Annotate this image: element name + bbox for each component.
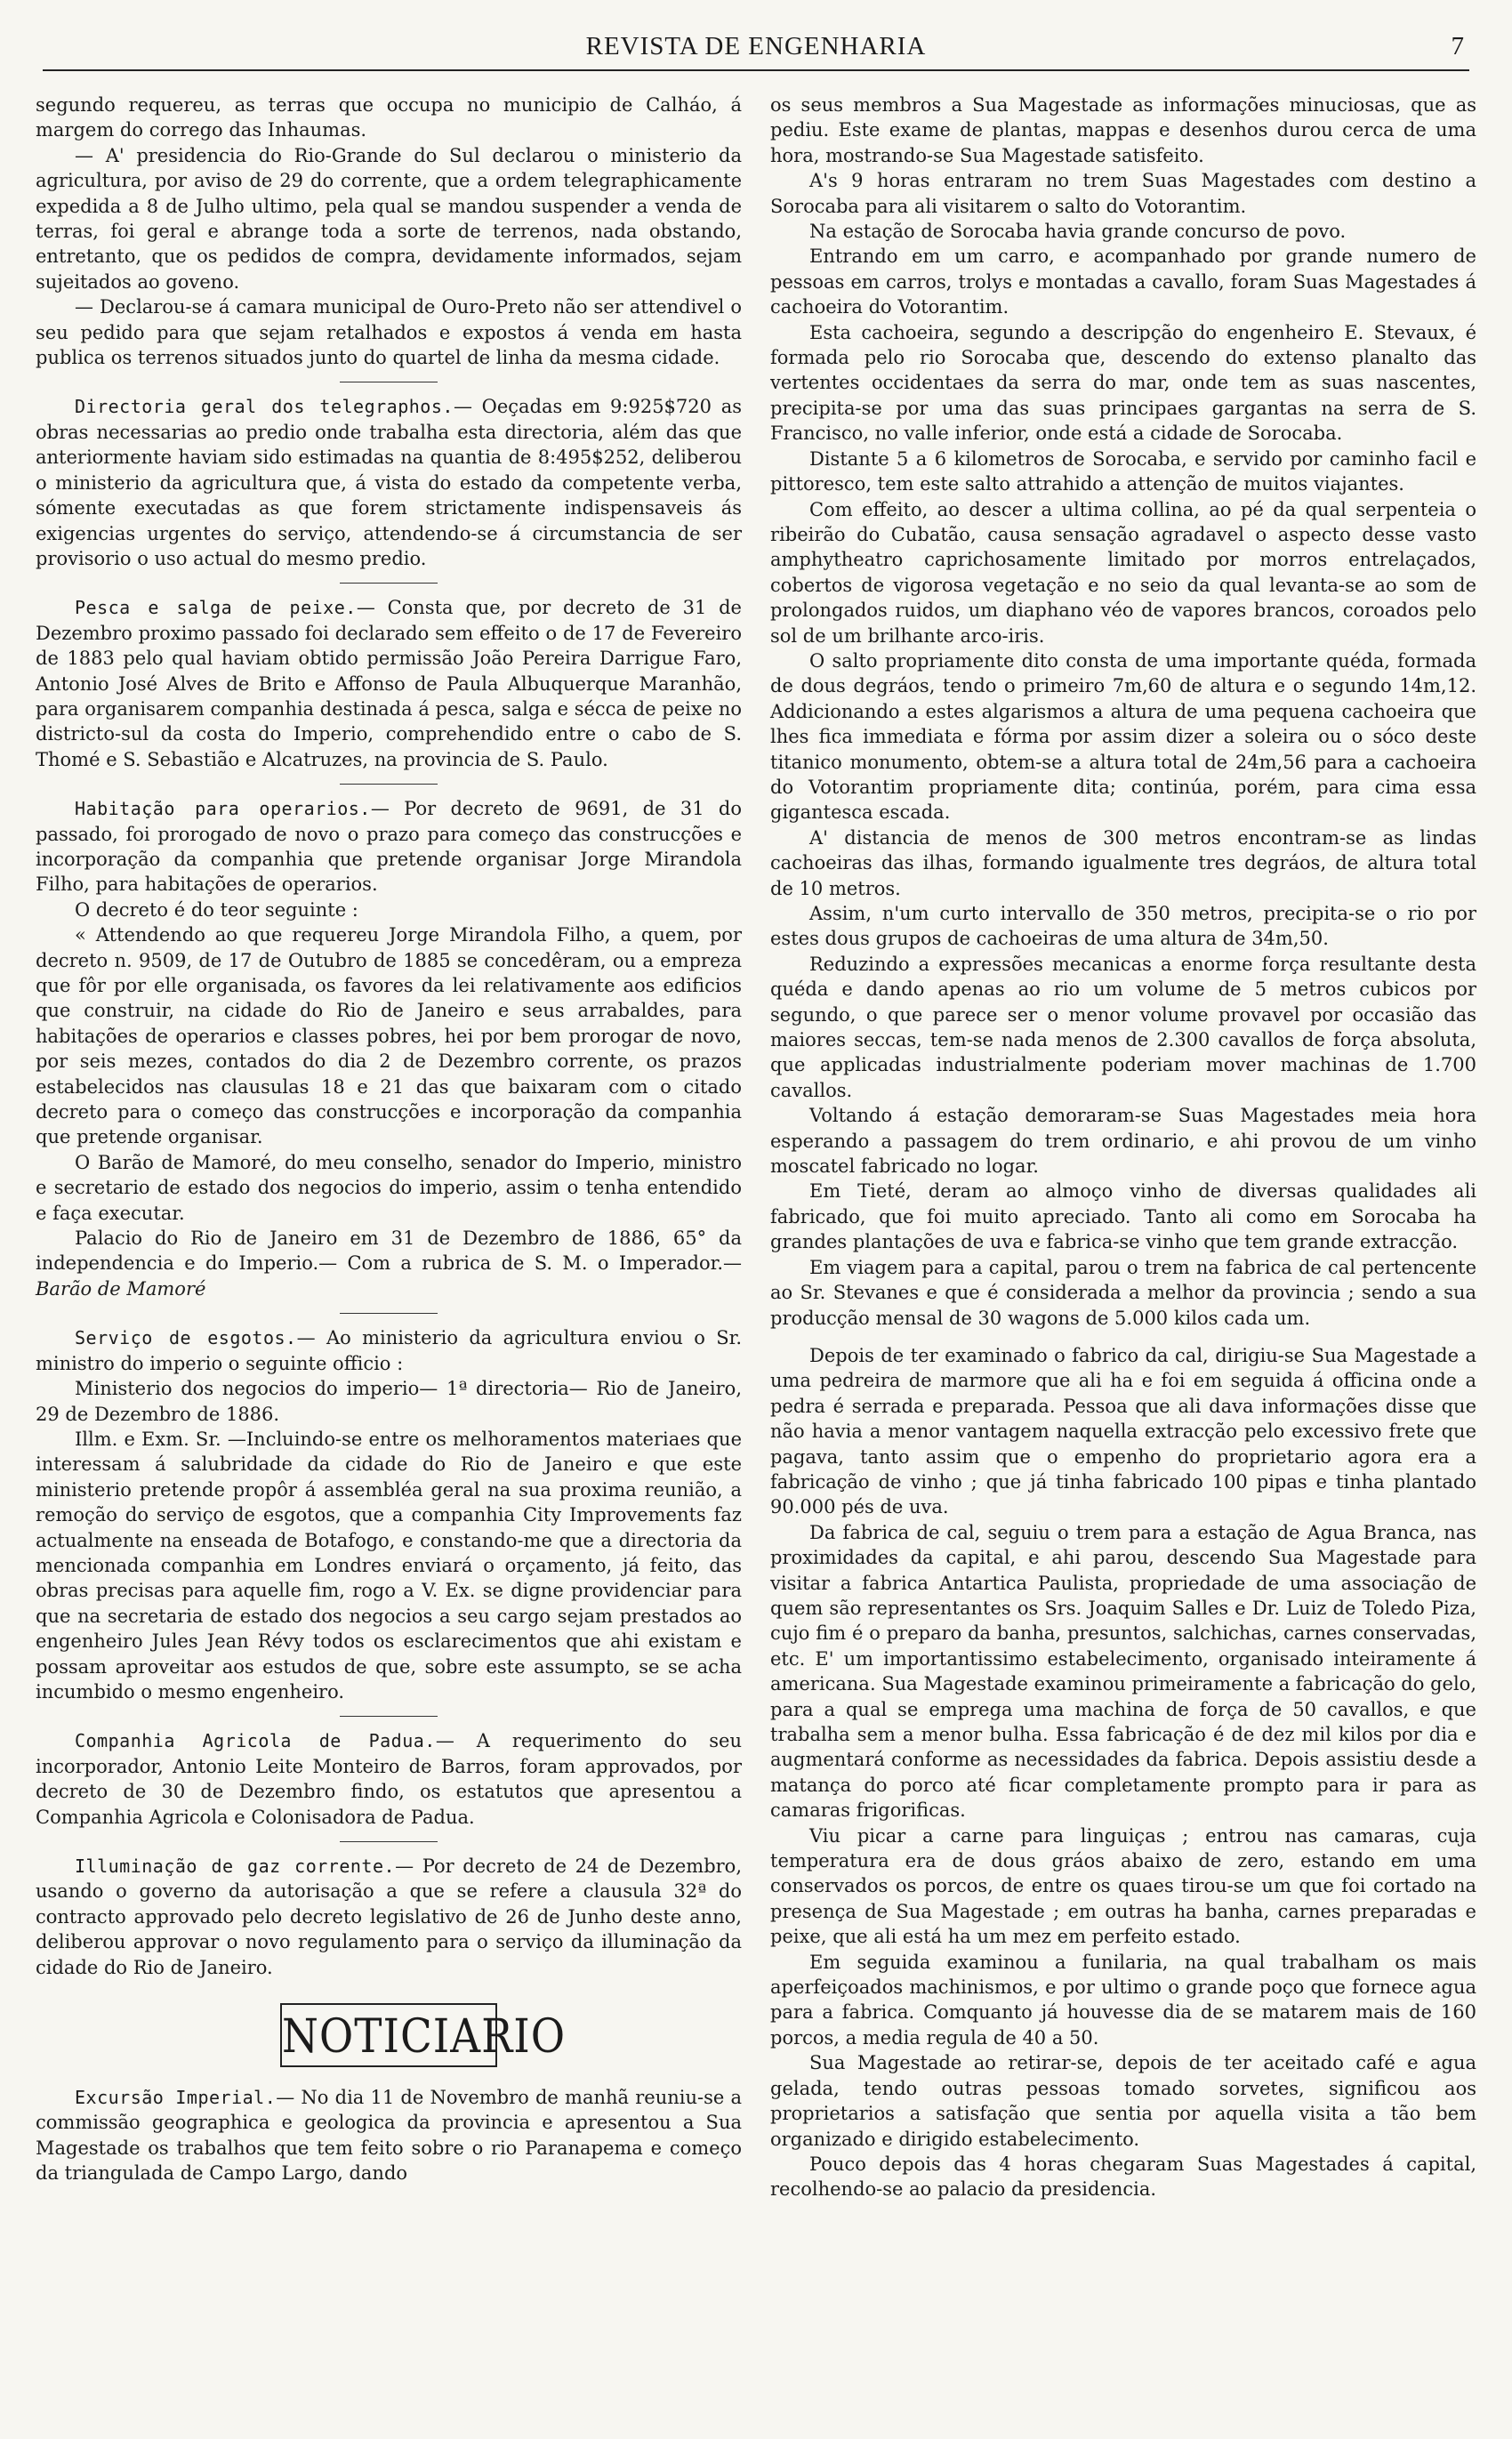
paragraph: [36, 1226, 742, 1301]
paragraph: Com effeito, ao descer a ultima collina, ao pé da qual serpenteia o ribeirão do Cubatão, causa sensação agradavel o aspecto desse vasto amphytheatro caprichosamente limitado por morros entrelaçados, cobertos de vigorosa vegetação e no seio da qual levanta-se ao som de prolongados ruidos, um diaphano véo de vapores brancos, coroados pelo sol de um brilhante arco-iris.: [770, 498, 1476, 647]
section-heading: Excursão Imperial.: [75, 2087, 277, 2109]
section-heading: Habitação para operarios.: [75, 798, 371, 820]
article-esgotos: [36, 1325, 742, 1376]
section-heading: Serviço de esgotos.: [75, 1327, 297, 1349]
paragraph: A' distancia de menos de 300 metros encontram-se as lindas cachoeiras das ilhas, formando igualmente tres degráos, de altura total de 10 metros.: [770, 826, 1476, 899]
article-pesca: [36, 595, 742, 772]
separator: [340, 1841, 438, 1842]
paragraph: Viu picar a carne para linguiças ; entrou nas camaras, cuja temperatura era de dous gráos abaixo de zero, estando em uma conservados os porcos, de entre os quaes tirou-se um que foi cortado na presença de Sua Magestade ; em outras ha banha, carnes preparadas e peixe, que ali está ha um mez em perfeito estado.: [770, 1824, 1476, 1948]
article-text: — Por decreto de 24 de Dezembro, usando o governo da autorisação a que se refere a clausula 32ª do contracto approvado pelo decreto legislativo de 26 de Junho deste anno, deliberou approvar o novo regulamento para o serviço da illuminação da cidade do Rio de Janeiro.: [36, 1855, 742, 1978]
paragraph: Illm. e Exm. Sr. —Incluindo-se entre os melhoramentos materiaes que interessam á salubridade da cidade do Rio de Janeiro e que este ministerio pretende propôr á assembléa geral na sua proxima reunião, a remoção do serviço de esgotos, que a companhia City Improvements faz actualmente na enseada de Botafogo, e constando-me que a directoria da mencionada companhia em Londres enviará o orçamento, já feito, das obras precisas para aquelle fim, rogo a V. Ex. se digne providenciar para que na secretaria de estado dos negocios a seu cargo sejam prestados ao engenheiro Jules Jean Révy todos os esclarecimentos que ahi existam e possam aproveitar aos estudos de que, sobre este assumpto, se se acha incumbido o mesmo engenheiro.: [36, 1428, 742, 1702]
paragraph: Voltando á estação demoraram-se Suas Magestades meia hora esperando a passagem do trem ordinario, e ahi provou de um vinho moscatel fabricado no logar.: [770, 1105, 1476, 1178]
paragraph: Depois de ter examinado o fabrico da cal, dirigiu-se Sua Magestade a uma pedreira de marmore que ali ha e foi em seguida á officina onde a pedra é serrada e preparada. Pessoa que ali dava informações disse que não havia a menor vantagem naquella extracção pelo excessivo frete que pagava, tanto assim que o empenho do proprietario agora era a fabricação de vinho ; que já tinha fabricado 100 pipas e tinha plantado 90.000 pés de uva.: [770, 1344, 1476, 1518]
page-header: [43, 32, 1469, 62]
noticiario-heading: NOTICIARIO: [282, 2010, 567, 2065]
paragraph: O Barão de Mamoré, do meu conselho, senador do Imperio, ministro e secretario de estado dos negocios do imperio, assim o tenha entendido e faça executar.: [36, 1151, 742, 1224]
paragraph: Pouco depois das 4 horas chegaram Suas Magestades á capital, recolhendo-se ao palacio da presidencia.: [770, 2153, 1476, 2201]
article-text: — Consta que, por decreto de 31 de Dezembro proximo passado foi declarado sem effeito o de 17 de Fevereiro de 1883 pelo qual haviam obtido permissão João Pereira Darrigue Faro, Antonio José Alves de Brito e Affonso de Paula Albuquerque Maranhão, para organisarem companhia destinada á pesca, salga e sécca de peixe no districto-sul da costa do Imperio, comprehendido entre o cabo de S. Thomé e S. Sebastião e Alcatruzes, na provincia de S. Paulo.: [36, 597, 742, 770]
paragraph: Entrando em um carro, e acompanhado por grande numero de pessoas em carros, trolys e montadas a cavallo, foram Suas Magestades á cachoeira do Votorantim.: [770, 246, 1476, 318]
separator: [340, 1716, 438, 1717]
paragraph: Reduzindo a expressões mecanicas a enorme força resultante desta quéda e dando apenas ao rio um volume de 5 metros cubicos por segundo, o que parece ser o menor volume provavel por occasião das maiores seccas, tem-se nada menos de 2.300 cavallos de força absoluta, que applicadas industrialmente poderiam mover machinas de 1.700 cavallos.: [770, 953, 1476, 1101]
paragraph: os seus membros a Sua Magestade as informações minuciosas, que as pediu. Este exame de plantas, mappas e desenhos durou cerca de uma hora, mostrando-se Sua Magestade satisfeito.: [770, 94, 1476, 166]
section-heading: Companhia Agricola de Padua.: [75, 1730, 436, 1752]
decree-date: Palacio do Rio de Janeiro em 31 de Dezembro de 1886, 65° da independencia e do Imperio.— Com a rubrica de S. M. o Imperador.—: [36, 1228, 742, 1275]
paragraph: O salto propriamente dito consta de uma importante quéda, formada de dous degráos, tendo o primeiro 7m,60 de altura e o segundo 14m,12. Addicionando a estes algarismos a altura de uma pequena cachoeira que lhes fica immediata e fórma por assim dizer a soleira ou o sóco deste titanico monumento, obtem-se a altura total de 24m,56 para a cachoeira do Votorantim propriamente dita; continúa, porém, para cima essa gigantesca escada.: [770, 649, 1476, 824]
article-padua: [36, 1728, 742, 1830]
paragraph: Em seguida examinou a funilaria, na qual trabalham os mais aperfeiçoados machinismos, e por ultimo o grande poço que fornece agua para a fabrica. Comquanto já houvesse dia de se matarem mais de 160 porcos, a media regula de 40 a 50.: [770, 1951, 1476, 2049]
article-text: — Ao ministerio da agricultura enviou o Sr. ministro do imperio o seguinte officio :: [36, 1327, 743, 1374]
article-habitacao: [36, 796, 742, 898]
journal-title: REVISTA DE ENGENHARIA: [585, 32, 927, 60]
spacer: [770, 1331, 1476, 1343]
paragraph: Da fabrica de cal, seguiu o trem para a estação de Agua Branca, nas proximidades da capital, e ahi parou, descendo Sua Magestade para visitar a fabrica Antartica Paulista, propriedade de uma associação de quem são representantes os Srs. Joaquim Salles e Dr. Luiz de Toledo Piza, cujo fim é o preparo da banha, presuntos, salchichas, carnes conservadas, etc. E' um importantissimo estabelecimento, organisado inteiramente á americana. Sua Magestade examinou primeiramente a fabricação do gelo, para a qual se emprega uma machina de força de 50 cavallos, e que trabalha sem a menor bulha. Essa fabricação é de dez mil kilos por dia e augmentará conforme as necessidades da fabrica. Depois assistiu desde a matança do porco até ficar completamente prompto para ir para as camaras frigorificas.: [770, 1521, 1476, 1822]
section-heading: Directoria geral dos telegraphos.: [75, 396, 454, 418]
paragraph: Em Tieté, deram ao almoço vinho de diversas qualidades ali fabricado, que foi muito apreciado. Tanto ali como em Sorocaba ha grandes plantações de uva e fabrica-se vinho que tem grande extracção.: [770, 1180, 1476, 1253]
right-column: [770, 93, 1476, 2202]
paragraph: A's 9 horas entraram no trem Suas Magestades com destino a Sorocaba para ali visitarem o salto do Votorantim.: [770, 170, 1476, 217]
paragraph: — Declarou-se á camara municipal de Ouro-Preto não ser attendivel o seu pedido para que sejam retalhados e expostos á venda em hasta publica os terrenos situados junto do quartel de linha da mesma cidade.: [36, 296, 742, 369]
paragraph: Ministerio dos negocios do imperio— 1ª directoria— Rio de Janeiro, 29 de Dezembro de 1886.: [36, 1378, 742, 1425]
left-column: [36, 93, 742, 2202]
section-heading: Illuminação de gaz corrente.: [75, 1855, 396, 1877]
article-excursao: [36, 2085, 742, 2186]
separator: [340, 1313, 438, 1314]
paragraph: « Attendendo ao que requereu Jorge Mirandola Filho, a quem, por decreto n. 9509, de 17 de Outubro de 1885 se concedêram, ou a empreza que fôr por elle organisada, os favores da lei relativamente aos edificios que construir, na cidade do Rio de Janeiro e seus arrabaldes, para habitações de operarios e classes pobres, hei por bem prorogar de novo, por seis mezes, contados do dia 2 de Dezembro corrente, os prazos estabelecidos nas clausulas 18 e 21 das que baixaram com o citado decreto para o começo das construcções e incorporação da companhia que pretende organisar.: [36, 924, 742, 1148]
paragraph: O decreto é do teor seguinte :: [75, 898, 358, 921]
signature: Barão de Mamoré: [36, 1277, 206, 1300]
separator: [340, 784, 438, 785]
article-telegraphos: [36, 394, 742, 571]
article-text: — A requerimento do seu incorporador, Antonio Leite Monteiro de Barros, foram approvados, por decreto de 30 de Dezembro findo, os estatutos que apresentou a Companhia Agricola e Colonisadora de Padua.: [36, 1730, 743, 1828]
paragraph: Distante 5 a 6 kilometros de Sorocaba, e servido por caminho facil e pittoresco, tem este salto attrahido a attenção de muitos viajantes.: [770, 447, 1476, 495]
separator: [340, 583, 438, 584]
two-column-body: [36, 93, 1476, 2202]
article-text: — Oeçadas em 9:925$720 as obras necessarias ao predio onde trabalha esta directoria, além das que anteriormente haviam sido estimadas na quantia de 8:495$252, deliberou o ministerio da agricultura que, á vista do estado da competente verba, sómente executadas as que forem strictamente indispensaveis ás exigencias urgentes do serviço, attendendo-se á circumstancia de ser provisorio o uso actual do mesmo predio.: [36, 396, 743, 569]
paragraph: Em viagem para a capital, parou o trem na fabrica de cal pertencente ao Sr. Stevanes e que é considerada a melhor da provincia ; sendo a sua producção mensal de 30 wagons de 5.000 kilos cada um.: [770, 1256, 1476, 1329]
article-text: — Por decreto de 9691, de 31 do passado, foi prorogado de novo o prazo para começo das construcções e incorporação da companhia que pretende organisar Jorge Mirandola Filho, para habitações de operarios.: [36, 798, 742, 896]
section-heading: Pesca e salga de peixe.: [75, 597, 357, 619]
page-number: 7: [1451, 32, 1464, 60]
paragraph: segundo requereu, as terras que occupa no municipio de Calháo, á margem do corrego das Inhaumas.: [36, 94, 742, 141]
paragraph: Assim, n'um curto intervallo de 350 metros, precipita-se o rio por estes dous grupos de cachoeiras de uma altura de 34m,50.: [770, 903, 1476, 950]
header-rule: [43, 69, 1469, 71]
paragraph: Sua Magestade ao retirar-se, depois de ter aceitado café e agua gelada, tendo outras pessoas tomado sorvetes, significou aos proprietarios a satisfação que sentia por aquella visita a tão bem organizado e dirigido estabelecimento.: [770, 2052, 1476, 2150]
article-text: — No dia 11 de Novembro de manhã reuniu-se a commissão geographica e geologica da provincia e apresentou a Sua Magestade os trabalhos que tem feito sobre o rio Paranapema e começo da triangulada de Campo Largo, dando: [36, 2087, 742, 2185]
paragraph: Esta cachoeira, segundo a descripção do engenheiro E. Stevaux, é formada pelo rio Sorocaba que, descendo do extenso planalto das vertentes occidentaes da serra do mar, onde tem as suas nascentes, precipita-se por uma das suas principaes gargantas na serra de S. Francisco, no valle inferior, onde está a cidade de Sorocaba.: [770, 321, 1476, 445]
article-gaz: [36, 1854, 742, 1980]
noticiario-box: [280, 2003, 567, 2067]
paragraph: — A' presidencia do Rio-Grande do Sul declarou o ministerio da agricultura, por aviso de 29 do corrente, que a ordem telegraphicamente expedida a 8 de Julho ultimo, pela qual se mandou suspender a venda de terras, foi geral e abrange toda a sorte de terrenos, nada obstando, entretanto, que os pedidos de compra, devidamente informados, sejam sujeitados ao goveno.: [36, 144, 742, 293]
paragraph: Na estação de Sorocaba havia grande concurso de povo.: [809, 221, 1347, 243]
